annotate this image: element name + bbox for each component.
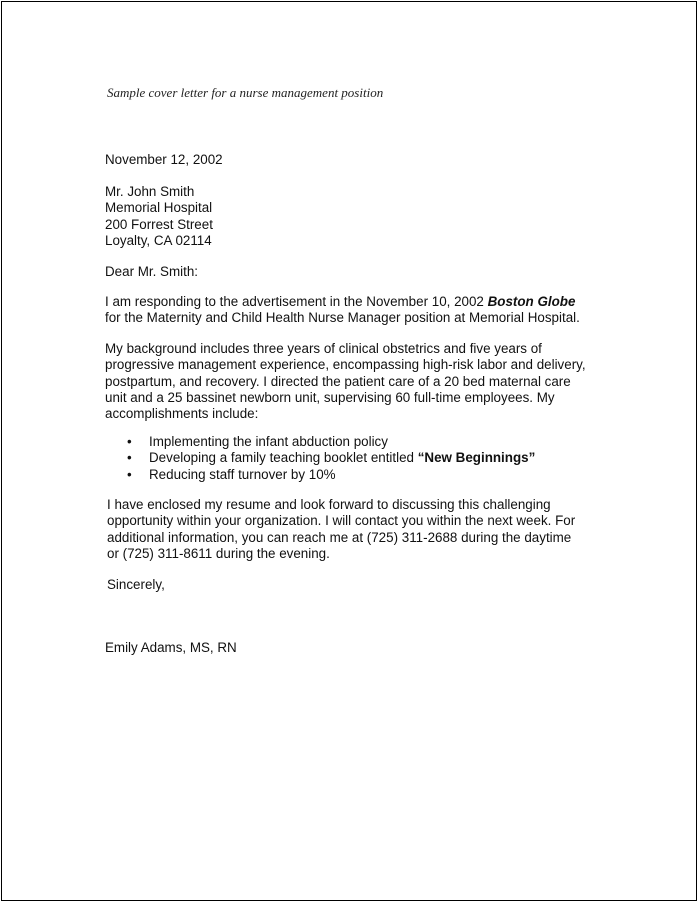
bullet-icon: • — [127, 434, 132, 449]
paragraph-3-line: additional information, you can reach me at (725) 311-2688 during the daytime — [107, 529, 572, 545]
bullet-icon: • — [127, 450, 132, 466]
document-caption: Sample cover letter for a nurse management position — [107, 85, 384, 100]
signature-name: Emily Adams, MS, RN — [105, 640, 237, 655]
closing — [107, 577, 165, 593]
paragraph-1-text: I am responding to the advertisement in the November 10, 2002 — [105, 294, 488, 309]
date-text: November 12, 2002 — [105, 152, 223, 167]
paragraph-2-line: progressive management experience, encompassing high-risk labor and delivery, — [105, 357, 586, 373]
paragraph-3-line: opportunity within your organization. I will contact you within the next week. For — [107, 513, 576, 529]
newspaper-name: Boston Globe — [487, 294, 576, 309]
list-item-text: Implementing the infant abduction policy — [149, 434, 388, 449]
list-item — [127, 434, 535, 450]
paragraph-3 — [107, 497, 575, 562]
paragraph-3-line: or (725) 311-8611 during the evening. — [107, 545, 330, 561]
paragraph-2 — [105, 341, 586, 422]
booklet-title: “New Beginnings” — [417, 450, 536, 466]
paragraph-1-line-1 — [105, 294, 580, 310]
signature — [105, 640, 237, 656]
salutation — [105, 264, 198, 280]
list-item-text: Developing a family teaching booklet entitled — [149, 450, 418, 466]
recipient-street: 200 Forrest Street — [105, 216, 213, 232]
bullet-icon: • — [127, 466, 132, 482]
paragraph-2-line: unit and a 25 bassinet newborn unit, supervising 60 full-time employees. My — [105, 389, 555, 405]
list-item — [127, 450, 535, 466]
list-item-text: Reducing staff turnover by 10% — [149, 466, 336, 482]
closing-text: Sincerely, — [107, 577, 165, 592]
salutation-text: Dear Mr. Smith: — [105, 264, 199, 279]
paragraph-3-line: I have enclosed my resume and look forward to discussing this challenging — [107, 497, 551, 512]
list-item — [127, 467, 535, 483]
paragraph-2-line: accomplishments include: — [105, 406, 259, 422]
paragraph-2-line: postpartum, and recovery. I directed the patient care of a 20 bed maternal care — [105, 373, 571, 389]
recipient-name: Mr. John Smith — [105, 184, 195, 199]
paragraph-1-line-2: for the Maternity and Child Health Nurse Manager position at Memorial Hospital. — [105, 310, 580, 326]
letter-date — [105, 152, 223, 168]
recipient-address — [105, 184, 213, 249]
recipient-organization: Memorial Hospital — [105, 200, 213, 216]
paragraph-1 — [105, 294, 580, 327]
accomplishments-list — [127, 434, 535, 483]
paragraph-2-line: My background includes three years of clinical obstetrics and five years of — [105, 341, 542, 356]
recipient-city: Loyalty, CA 02114 — [105, 232, 212, 248]
